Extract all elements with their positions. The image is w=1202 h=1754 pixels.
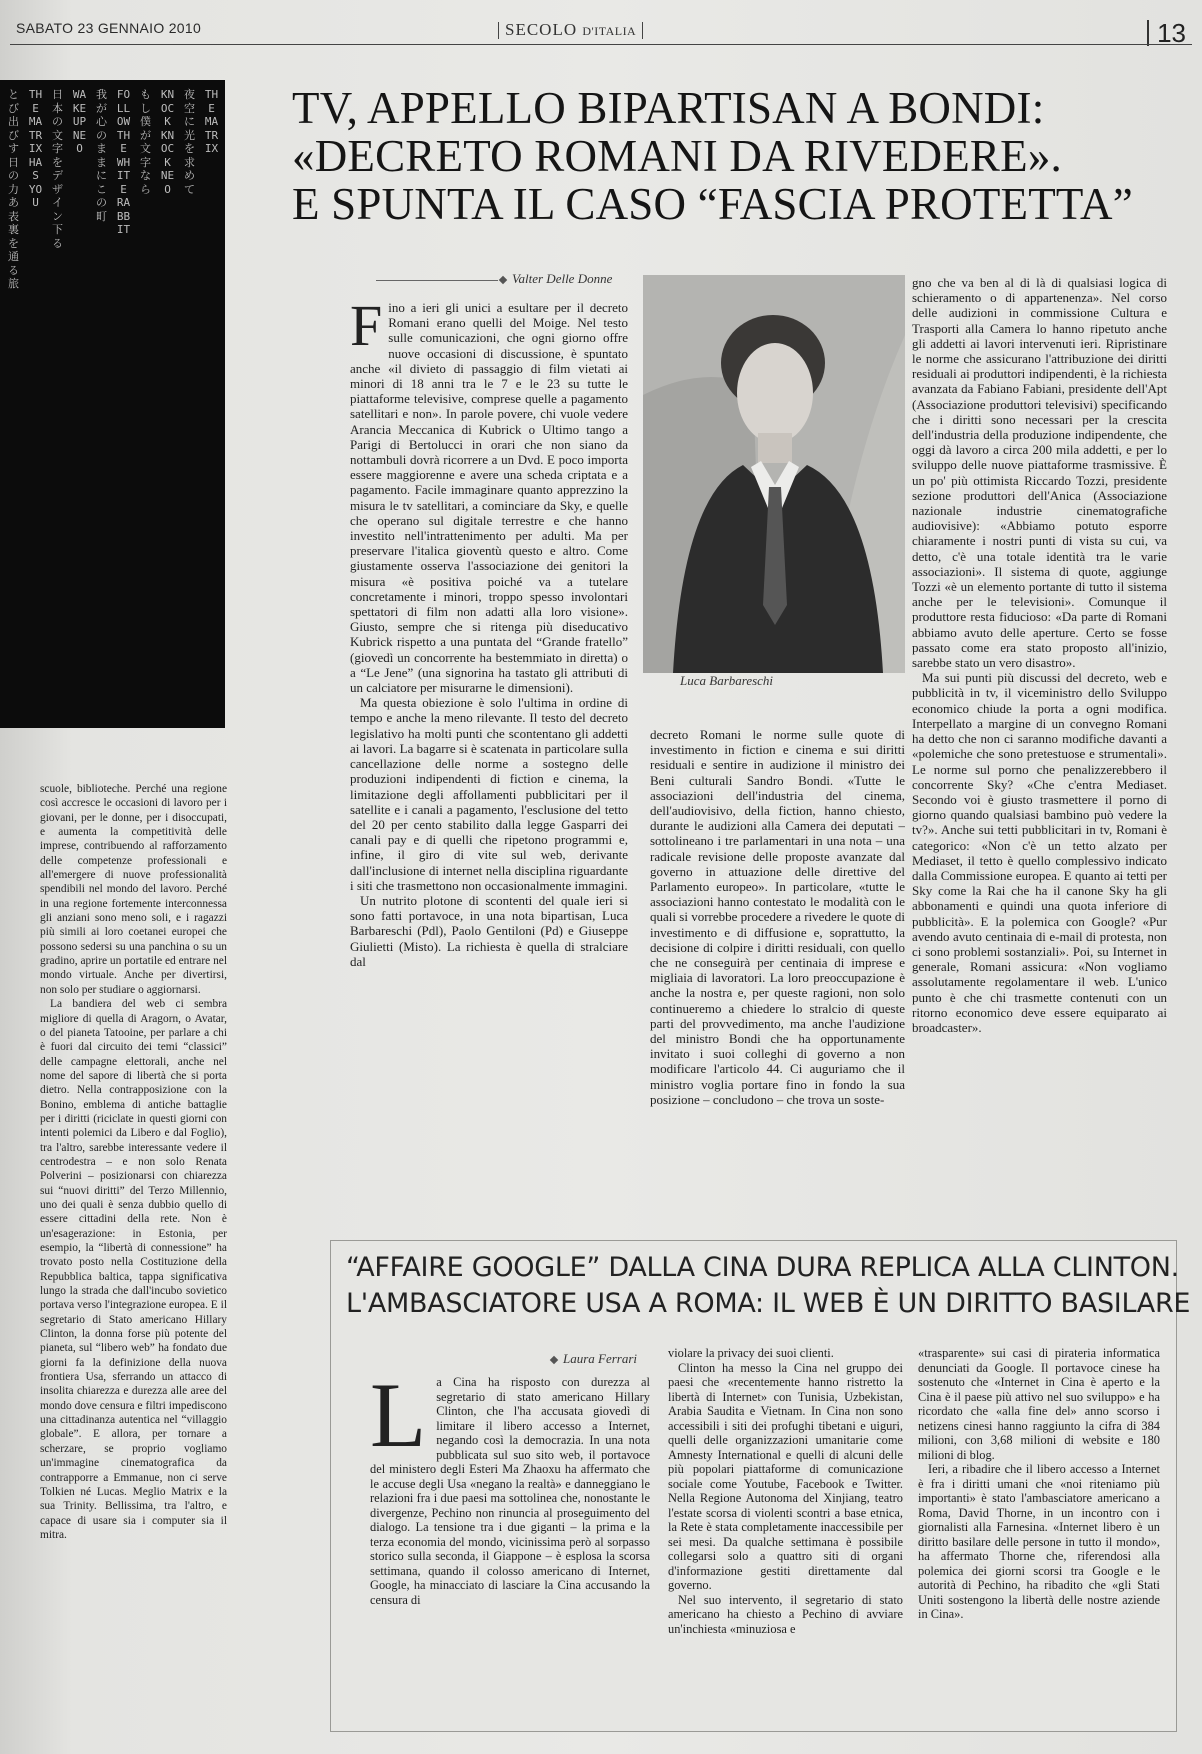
box-column-3: [918, 1346, 1160, 1730]
byline-rule: [376, 280, 498, 281]
article-column-3: [912, 275, 1167, 1188]
box-headline-line: “AFFAIRE GOOGLE” DALLA CINA DURA REPLICA ALLA CLINTON.: [346, 1252, 1179, 1283]
code-column: WAKE UP NEO: [72, 88, 87, 155]
code-column: もし僕が文字なら: [140, 88, 151, 196]
article-paragraph-text: a Cina ha risposto con durezza al segretario di stato americano Hillary Clinton, che l'ha accusata giovedì di limitare il libero accesso a Internet, negando così la democrazia. In una nota pubblicata sul suo sito web, il portavoce del ministero degli Esteri Ma Zhaoxu ha affermato che le accuse degli Usa «negano la realtà» e danneggiano le relazioni fra i due paesi ma sottolinea che, nonostante le divergenze, Pechino non rinuncia al proseguimento del dialogo. La tensione tra i due giganti – la prima e la terza economia del mondo, vicinissima però al sorpasso storico sulla seconda, il Giappone – è esplosa la scorsa settimana, quando il colosso americano di Internet, Google, ha minacciato di lasciare la Cina accusando la censura di: [370, 1375, 650, 1607]
headline-line: «DECRETO ROMANI DA RIVEDERE».: [292, 131, 1062, 181]
headline-line: E SPUNTA IL CASO “FASCIA PROTETTA”: [292, 179, 1133, 229]
box-headline-line: L'AMBASCIATORE USA A ROMA: IL WEB È UN DIRITTO BASILARE: [346, 1288, 1191, 1319]
article-paragraph: Nel suo intervento, il segretario di stato americano ha chiesto a Pechino di avviare un'inchiesta «minuziosa e: [668, 1592, 903, 1636]
article-byline: Valter Delle Donne: [512, 271, 613, 286]
portrait-photo: [643, 275, 905, 673]
box-column-2: [668, 1346, 903, 1730]
article-paragraph: [350, 300, 628, 695]
article-paragraph: «trasparente» sui casi di pirateria informatica denunciati da Google. Il portavoce cinese ha sostenuto che «Internet in Cina è aperto e la Cina è il paese più attivo nel suo sviluppo» e ha ricordato che «alla fine del» anno scorso i netizens cinesi hanno raggiunto la cifra di 384 milioni, con 3,68 milioni di website e 180 milioni di blog.: [918, 1346, 1160, 1462]
masthead-name: SECOLO: [505, 20, 578, 39]
code-column: THE MATRIX: [204, 88, 219, 155]
article-paragraph: Clinton ha messo la Cina nel gruppo dei paesi che «recentemente hanno ristretto la libertà di Internet» con Tunisia, Uzbekistan, Arabia Saudita e Vietnam. In Cina non sono accessibili i siti dei profughi tibetani e uiguri, quelli delle organizzazioni umanitarie come Amnesty International e quelli di alcuni delle più popolari piattaforme di comunicazione sociale come Youtube, Facebook e Twitter. Nella Regione Autonoma del Xinjiang, teatro l'estate scorsa di violenti scontri a base etnica, la Rete è stata completamente inaccessibile per sei mesi. Da qualche settimana è possibile collegarsi solo a quattro siti di organi d'informazione gestiti direttamente dal governo.: [668, 1360, 903, 1592]
matrix-code-photo: [0, 80, 225, 728]
code-column: KNOCK KNOCK NEO: [160, 88, 175, 196]
article-paragraph: scuole, biblioteche. Perché una regione così accresce le occasioni di lavoro per i giovani, per le donne, per i disoccupati, e aumenta la competitività delle imprese, contribuendo al rafforzamento delle competenze professionali e all'emergere di nuove professionalità spendibili nel mondo del lavoro. Perché in una regione fortemente interconnessa gli anziani sono meno soli, e i ragazzi più simili ai loro coetanei europei che possono sedersi su una panchina o su un gradino, aprire un portatile ed entrare nel mondo virtuale. Anche per divertirsi, non solo per studiare o aggiornarsi.: [40, 783, 227, 996]
code-column: FOLLOW THE WHITE RABBIT: [116, 88, 131, 236]
code-column: とび出びす日の力あ表裏を通る旅: [8, 88, 19, 290]
left-article-column: [40, 782, 227, 1742]
article-paragraph: violare la privacy dei suoi clienti.: [668, 1346, 834, 1360]
article-paragraph-text: ino a ieri gli unici a esultare per il decreto Romani erano quelli del Moige. Nel testo sulle comunicazioni, che ogni giorno offre nuove occasioni di discussione, è spuntato anche «il divieto di passaggio di film vietati ai minori di 18 anni tra le 7 e le 23 su tutte le piattaforme televisive, comprese quelle a pagamento satellitari e non». In parole povere, chi vuole vedere Arancia Meccanica di Kubrick o Ultimo tango a Parigi di Bertolucci in orari che non siano da nottambuli dovrà ricorrere a un Dvd. E poco importa essere maggiorenne e avere una scheda criptata e a pagamento. Facile immaginare quanto apprezzino la misura le tv satellitari, a cominciare da Sky, e quelle che operano sul digitale terrestre e che hanno investito nell'intrattenimento per adulti. Ma per preservare l'italica gioventù questo e altro. Come giustamente osserva l'associazione dei genitori la misura «è positiva poiché va a tutelare concretamente i minori, troppo spesso involontari spettatori di film non adatti alla loro visione». Giusto, sempre che si ritenga più diseducativo Kubrick rispetto a una puntata del “Grande fratello” (giovedì un concorrente ha bestemmiato in diretta) o a “Le Jene” (una signorina ha tastato gli attributi di un calciatore per misurarne le dimensioni).: [350, 300, 628, 696]
headline-line: TV, APPELLO BIPARTISAN A BONDI:: [292, 83, 1045, 133]
article-paragraph: [370, 1375, 650, 1607]
issue-date: SABATO 23 GENNAIO 2010: [16, 20, 202, 36]
masthead-suffix: D'ITALIA: [582, 24, 637, 38]
article-paragraph: decreto Romani le norme sulle quote di investimento in fiction e cinema e sui diritti residuali e sentire in audizione il ministro dei Beni culturali Sandro Bondi. «Tutte le associazioni dell'industria del cinema, dell'audiovisivo, della fiction, hanno chiesto, durante le audizioni alla Camera dei deputati – sottolineano i tre parlamentari in una nota – una radicale revisione delle proposte avanzate dal governo in attuazione delle direttive del Parlamento europeo». In particolare, «tutte le associazioni hanno contestato le modalità con le quali si vorrebbe procedere a rivedere le quote di investimento e di diffusione e, soprattutto, la decisione di colpire i diritti residuali, con quello che ne conseguirà per centinaia di imprese e migliaia di lavoratori. La loro preoccupazione è anche la nostra e, per queste ragioni, non solo continueremo a chiedere lo stralcio di queste parti del provvedimento, ma anche l'audizione del ministro Bondi che ha opportunamente invitato i suoi colleghi di governo a non modificare l'articolo 44. Ci auguriamo che il ministro voglia portare fino in fondo la sua posizione – concludono – che trova un soste-: [650, 727, 905, 1107]
code-column: 我が心のままにこの町: [96, 88, 107, 223]
article-paragraph: Un nutrito plotone di scontenti del quale ieri si sono fatti portavoce, in una nota bipartisan, Luca Barbareschi (Pdl), Paolo Gentiloni (Pd) e Giuseppe Giulietti (Misto). La richiesta è quella di stralciare dal: [350, 892, 628, 969]
article-paragraph: La bandiera del web ci sembra migliore di quella di Aragorn, o Avatar, o del pianeta Tatooine, per parlare a chi è fuori dal circuito dei temi “classici” delle campagne elettorali, anche nel nome del sapore di libertà che si porta dietro. Nella contrapposizione con la Bonino, emblema di antiche battaglie per i diritti (riciclate in questi giorni con intenti polemici da Libero e dal Foglio), tra l'altro, sarebbe interessante vedere il centrodestra – e non solo Renata Polverini – posizionarsi con chiarezza sui “nuovi diritti” del Terzo Millennio, uno dei quali è senza dubbio quello di essere cittadini della rete. Non è un'esagerazione: in Estonia, per esempio, la “libertà di connessione” ha trovato posto nella Costituzione della Repubblica baltica, tappa significativa lungo la strada che dall'incubo sovietico portava verso l'integrazione europea. E il segretario di Stato americano Hillary Clinton, la donna forse più potente del pianeta, sul “libero web” ha fondato due giorni fa la definizione della nuova frontiera Usa, sferrando un attacco di insolita chiarezza e durezza alle aree del mondo dove censura e filtri impediscono una cittadinanza autentica nel “villaggio globale”. E allora, per tornare a scherzare, se proprio vogliamo un'immagine cinematografica da contrapporre a Emmanue, non ci serve Tolkien né Lucas. Meglio Matrix e la sua Trinity. Bellissima, tra l'altro, e capace di usare sia i computer sia il mitra.: [40, 998, 227, 1541]
code-column: 日本の文字をデザイン下る: [52, 88, 63, 250]
boxed-article-headline: [346, 1250, 1191, 1322]
dropcap: F: [350, 300, 383, 358]
article-column-2: [650, 727, 905, 1188]
diamond-icon: [499, 276, 507, 284]
box-column-1: [370, 1375, 650, 1730]
dropcap: L: [370, 1375, 427, 1466]
main-headline: [292, 84, 1172, 228]
header-rule: [10, 44, 1192, 45]
page-number: 13: [1147, 20, 1186, 46]
article-paragraph: Ma sui punti più discussi del decreto, web e pubblicità in tv, il viceministro dello Sviluppo economico chiude la porta a ogni modifica. Interpellato a margine di un convegno Romani ha detto che non ci saranno modifiche davanti a «polemiche che sono pretestuose e strumentali». Le norme sul porno che penalizzerebbero il concorrente Sky? «Che c'entra Mediaset. Secondo voi è giusto trasmettere il porno di giorno quando qualsiasi bambino può vedere la tv?». Anche sui tetti pubblicitari in tv, Romani è categorico: «Non c'è un tetto alzato per Mediaset, il tetto è quello complessivo indicato dalla Commissione europea. E quanto ai tetti per Sky come la Rai che ha il canone Sky ha gli abbonamenti e quindi una quota inferiore di pubblicità». E la polemica con Google? «Pur avendo avuto centinaia di e-mail di protesta, non ci sono problemi sostanziali». Poi, su Internet in generale, Romani assicura: «Non vogliamo assolutamente regolamentare il web. L'unico punto è che chi trasmette contenuti con un ritorno economico deve essere equiparato ai broadcaster».: [912, 670, 1167, 1035]
article-paragraph: gno che va ben al di là di qualsiasi logica di schieramento o di appartenenza». Nel corso delle audizioni in commissione Cultura e Trasporti alla Camera lo hanno ripetuto anche gli addetti ai lavori intervenuti ieri. Ripristinare le norme che assicurano l'attribuzione dei diritti residuali ai produttori indipendenti, è la richiesta avanzata da Fabiano Fabiani, presidente dell'Apt (Associazione produttori televisivi) specificando che i diritti sono necessari per la crescita dell'industria della produzione indipendente, che oggi dà lavoro a circa 200 mila addetti, e per lo sviluppo delle nuove piattaforme trasmissive. È un po' più ottimista Riccardo Tozzi, presidente sezione produttori dell'Anica (Associazione nazionale industrie cinematografiche audiovisive): «Abbiamo potuto esporre chiaramente i nostri punti di vista su cui, va detto, c'è una totale identità tra le varie associazioni». Il sistema di quote, aggiunge Tozzi «è un elemento portante di tutto il sistema anche per le televisioni». Comunque il produttore resta fiducioso: «Da parte di Romani abbiamo avuto delle aperture. Certo se fosse passato come era stato proposto all'inizio, sarebbe stato un vero disastro».: [912, 275, 1167, 671]
photo-caption: Luca Barbareschi: [680, 673, 774, 688]
article-paragraph: Ma questa obiezione è solo l'ultima in ordine di tempo e anche la meno rilevante. Il testo del decreto legislativo ha molti punti che scontentano gli addetti ai lavori. La bagarre si è scatenata in particolare sulla cancellazione delle norme a sostegno delle produzioni indipendenti di fiction e cinema, la limitazione degli affollamenti pubblicitari per il satellite e i canali a pagamento, l'esclusione del tetto del 20 per cento stabilito dalla legge Gasparri dei canali pay e di quelli che ripetono programmi e, infine, il giro di vite sul web, derivante dall'inclusione di internet nella disciplina riguardante i siti che trasmettono non occasionalmente immagini.: [350, 695, 628, 893]
portrait-figure: [643, 275, 905, 673]
article-paragraph: Ieri, a ribadire che il libero accesso a Internet è fra i diritti umani che «noi riteniamo più importanti» è stato l'ambasciatore americano a Roma, David Thorne, in un incontro con i giornalisti alla Farnesina. «Internet libero è un diritto basilare delle persone in tutto il mondo», ha affermato Thorne che, riferendosi alla polemica dei giorni scorsi tra Google e le autorità di Pechino, ha ribadito che «gli Stati Uniti sostengono la libertà delle nostre aziende in Cina».: [918, 1462, 1160, 1621]
code-column: THE MATRIX HAS YOU: [28, 88, 43, 209]
article-column-1: [350, 300, 628, 1188]
box-byline: Laura Ferrari: [563, 1351, 638, 1366]
code-column: 夜空に光を求めて: [184, 88, 195, 196]
masthead: [498, 22, 643, 39]
